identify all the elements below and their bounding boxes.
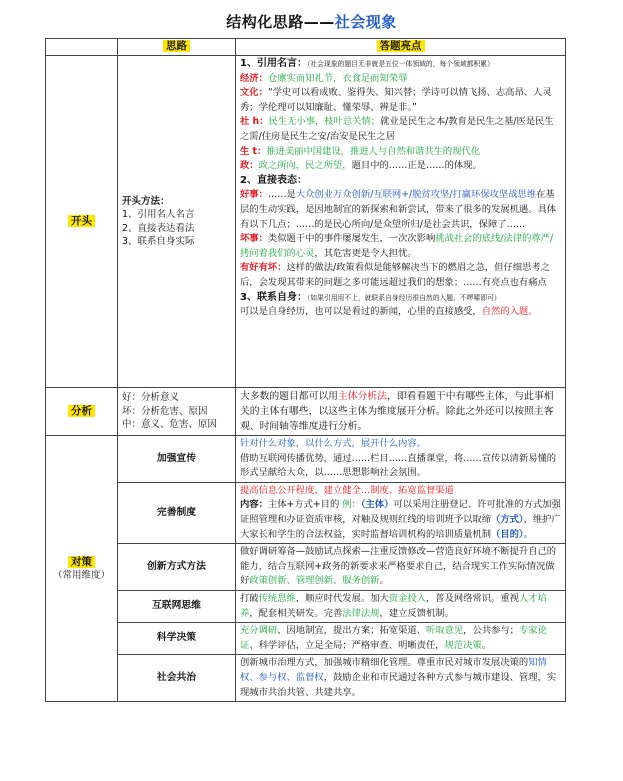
header-row (46, 39, 566, 56)
measure-name-system: 完善制度 (118, 482, 236, 543)
opening-row (46, 56, 566, 388)
measure-name-innovation: 创新方式方法 (118, 544, 236, 591)
measure-content-internet: 打破传统思维，顺应时代发展。加大资金投入，普及网络常识。重视人才培养，配套相关研发。完善法律法规，建立反馈机制。 (236, 590, 566, 622)
page-title: 结构化思路——社会现象 (226, 13, 397, 31)
measure-name-cogovern: 社会共治 (118, 655, 236, 702)
measure-content-system: 提高信息公开程度、建立健全…制度、拓宽监督渠道 内容：主体+方式+目的 例：（主体）可以采用注册登记、许可批准的方式加强证照管理和办证资质审核，对触及规则红线的培训班予以取缔（方式），维护广大家长和学生的合法权益，实时监督培训机构的培训质量机制（目的）。 (236, 482, 566, 543)
analysis-methods: 好：分析意义 坏：分析危害、原因 中：意义、危害、原因 (118, 388, 236, 436)
header-thinking: 思路 (118, 39, 236, 56)
measure-content-publicity: 针对什么对象，以什么方式，展开什么内容。 借助互联网传播优势，通过……栏目……直播课堂，将……宣传以清新易懂的形式呈献给大众，以……思想影响社会氛围。 (236, 436, 566, 483)
measure-row-system (46, 482, 566, 543)
header-highlights: 答题亮点 (236, 39, 566, 56)
measure-row-decision (46, 623, 566, 655)
measure-content-innovation: 做好调研筹备—鼓励试点探索—注重反馈修改—营造良好环境不断提升自己的能力，结合互联网+政务的新要求来严格要求自己，结合现实工作实际情况做好政策创新、管理创新、服务创新。 (236, 544, 566, 591)
measure-content-cogovern: 创新城市治理方式，加强城市精细化管理。尊重市民对城市发展决策的知情权、参与权、监督权，鼓励企业和市民通过各种方式参与城市建设、管理，实现城市共治共管、共建共享。 (236, 655, 566, 702)
analysis-row (46, 388, 566, 436)
measure-name-publicity: 加强宣传 (118, 436, 236, 483)
opening-content: 1、引用名言：（社会现象的题目无非就是五位一体领域的，每个领域都积累） 经济：仓廪实而知礼节，衣食足而知荣辱 文化：“学史可以看成败、鉴得失、知兴替；学诗可以情飞扬、志高昂、人灵秀；学伦理可以知廉耻、懂荣辱、辨是非。” 社 h：民生无小事，枝叶总关情；就业是民生之本/教育是民生之基/医是民生之需/住房是民生之安/治安是民生之居 生 t：推进美丽中国建设，推进人与自然和谐共生的现代化 政：政之所向，民之所望，题目中的……正是……的体现。 2、直接表态： 好事：……是大众创业万众创新/互联网+/脱贫攻坚/打赢环保攻坚战思维在基层的生动实践，是因地制宜的新探索和新尝试，带来了很多的发展机遇。具体有以下几点；……的是民心所向/是众望所归/是社会共识，保障了…… 坏事：类似题干中的事件屡屡发生，一次次影响挑战社会的底线/法律的尊严/拷问着我们的心灵，其危害更是令人担忧。 有好有坏：这样的做法/政策看似是能够解决当下的燃眉之急，但仔细思考之后，会发现其带来的问题之多可能远超过我们的想象；……有亮点也有痛点 3、联系自身：（如果引用用不上，就联系自身经历很自然的入题，不啰嗦即可） 可以是自身经历，也可以是看过的新闻，心里的直接感受，自然的入题。 (236, 56, 566, 388)
measures-label: 对策 （常用维度） (46, 436, 118, 702)
analysis-content: 大多数的题目都可以用主体分析法，即看看题干中有哪些主体，与此事相关的主体有哪些，以这些主体为维度展开分析。除此之外还可以按照主客观、时间轴等维度进行分析。 (236, 388, 566, 436)
header-empty (46, 39, 118, 56)
measure-row-innovation (46, 544, 566, 591)
opening-methods: 开头方法： 1、引用名人名言 2、直接表达看法 3、联系自身实际 (118, 56, 236, 388)
measure-content-decision: 充分调研、因地制宜，提出方案；拓宽渠道、听取意见，公共参与；专家论证、科学评估，立足全局；严格审查、明晰责任，规范决策。 (236, 623, 566, 655)
opening-label: 开头 (46, 56, 118, 388)
measure-row-publicity (46, 436, 566, 483)
measure-name-decision: 科学决策 (118, 623, 236, 655)
measure-row-internet (46, 590, 566, 622)
analysis-label: 分析 (46, 388, 118, 436)
measure-row-cogovern (46, 655, 566, 702)
measure-name-internet: 互联网思维 (118, 590, 236, 622)
main-table (45, 38, 566, 702)
